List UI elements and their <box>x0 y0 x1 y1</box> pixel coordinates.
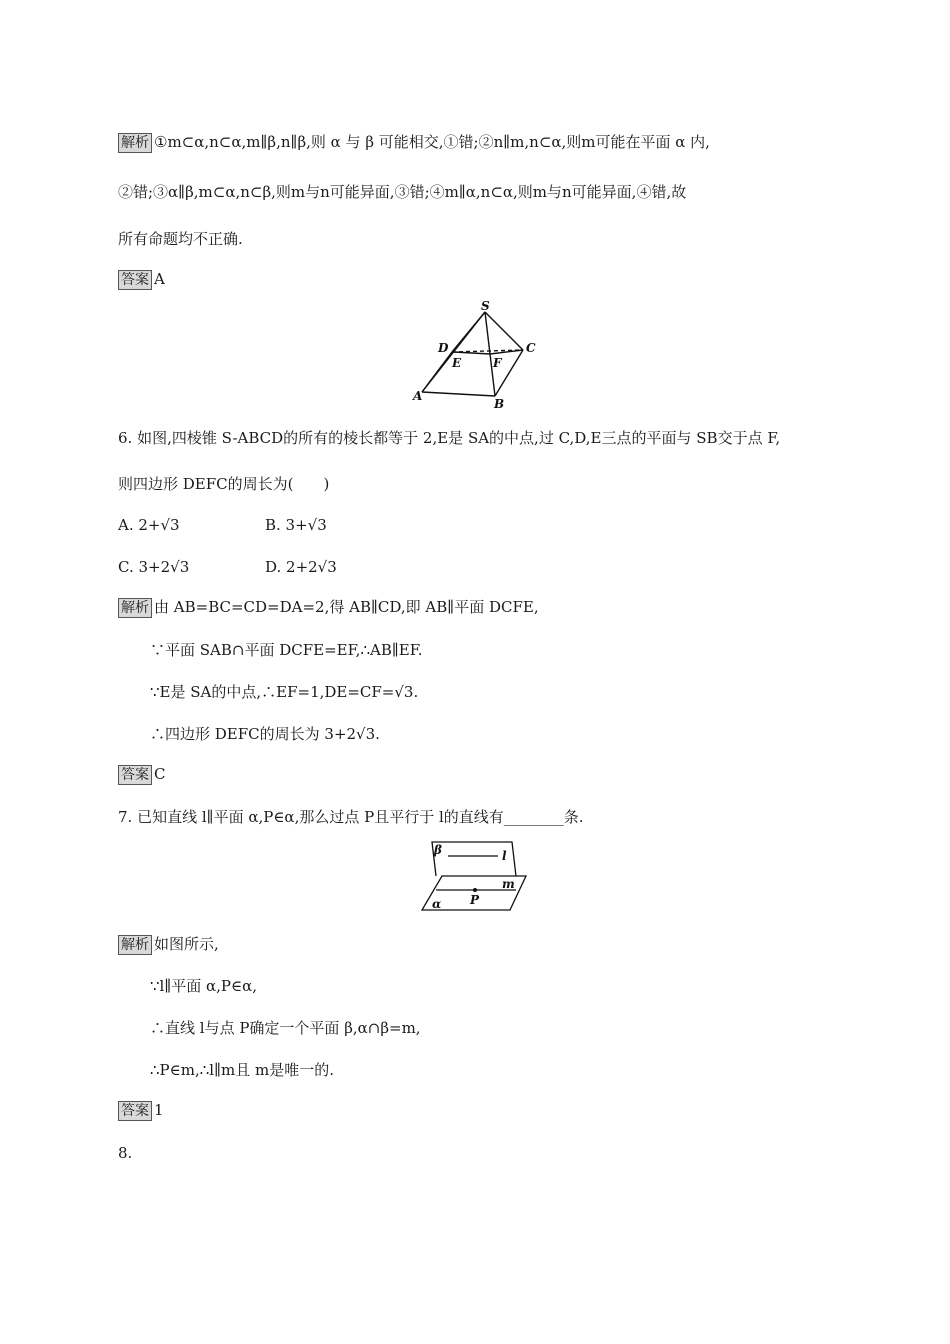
edge-sd <box>452 312 485 352</box>
p5-analysis-line3: 所有命题均不正确. <box>118 230 243 248</box>
label-m: m <box>502 877 515 891</box>
choice-c: C. 3+2√3 <box>118 558 190 576</box>
label-p: P <box>470 893 480 907</box>
daan-tag: 答案 <box>118 1101 152 1121</box>
label-l: l <box>502 849 507 863</box>
text: ①m⊂α,n⊂α,m∥β,n∥β,则 α 与 β 可能相交,①错;②n∥m,n⊂α,则m可能在平面 α 内, <box>154 133 710 151</box>
text: 由 AB=BC=CD=DA=2,得 AB∥CD,即 AB∥平面 DCFE, <box>154 598 539 616</box>
planes-figure <box>418 838 530 914</box>
q6-answer-line <box>118 764 165 785</box>
label-beta: β <box>434 843 442 857</box>
q7-analysis-line2: ∵l∥平面 α,P∈α, <box>150 977 258 995</box>
jiexi-tag: 解析 <box>118 133 152 153</box>
answer-value: A <box>154 270 165 288</box>
seg-ef <box>454 352 490 354</box>
label-c: C <box>526 341 536 355</box>
q6-line2: 则四边形 DEFC的周长为( ) <box>118 475 330 493</box>
p5-answer-line <box>118 269 165 290</box>
label-e: E <box>452 356 462 370</box>
edge-ad <box>422 352 452 392</box>
text: 如图所示, <box>154 935 219 953</box>
q6-line1: 6. 如图,四棱锥 S-ABCD的所有的棱长都等于 2,E是 SA的中点,过 C,D,E三点的平面与 SB交于点 F, <box>118 429 781 447</box>
pyramid-figure <box>410 300 550 412</box>
q6-analysis-line1 <box>118 597 539 618</box>
label-a: A <box>413 389 423 403</box>
daan-tag: 答案 <box>118 765 152 785</box>
q6-analysis-line2: ∵平面 SAB∩平面 DCFE=EF,∴AB∥EF. <box>150 641 423 659</box>
answer-value: 1 <box>154 1101 164 1119</box>
q7-analysis-line4: ∴P∈m,∴l∥m且 m是唯一的. <box>150 1061 334 1079</box>
label-f: F <box>493 356 502 370</box>
choice-d: D. 2+2√3 <box>265 558 337 576</box>
answer-value: C <box>154 765 166 783</box>
q8-line1: 8. <box>118 1144 133 1162</box>
label-alpha: α <box>432 897 442 911</box>
edge-sc <box>485 312 523 350</box>
edge-ab <box>422 392 495 396</box>
point-p <box>473 888 477 892</box>
label-s: S <box>481 300 490 313</box>
choice-a: A. 2+√3 <box>118 516 180 534</box>
label-d: D <box>438 341 449 355</box>
q6-analysis-line4: ∴四边形 DEFC的周长为 3+2√3. <box>150 725 380 743</box>
daan-tag: 答案 <box>118 270 152 290</box>
choice-b: B. 3+√3 <box>265 516 327 534</box>
q6-analysis-line3: ∵E是 SA的中点,∴EF=1,DE=CF=√3. <box>150 683 419 701</box>
q7-answer-line <box>118 1100 164 1121</box>
q7-line1: 7. 已知直线 l∥平面 α,P∈α,那么过点 P且平行于 l的直线有________条. <box>118 808 584 826</box>
p5-analysis-line1 <box>118 132 710 153</box>
p5-analysis-line2: ②错;③α∥β,m⊂α,n⊂β,则m与n可能异面,③错;④m∥α,n⊂α,则m与n可能异面,④错,故 <box>118 183 687 201</box>
jiexi-tag: 解析 <box>118 598 152 618</box>
jiexi-tag: 解析 <box>118 935 152 955</box>
q7-analysis-line1 <box>118 934 219 955</box>
label-b: B <box>494 397 505 411</box>
q7-analysis-line3: ∴直线 l与点 P确定一个平面 β,α∩β=m, <box>150 1019 421 1037</box>
